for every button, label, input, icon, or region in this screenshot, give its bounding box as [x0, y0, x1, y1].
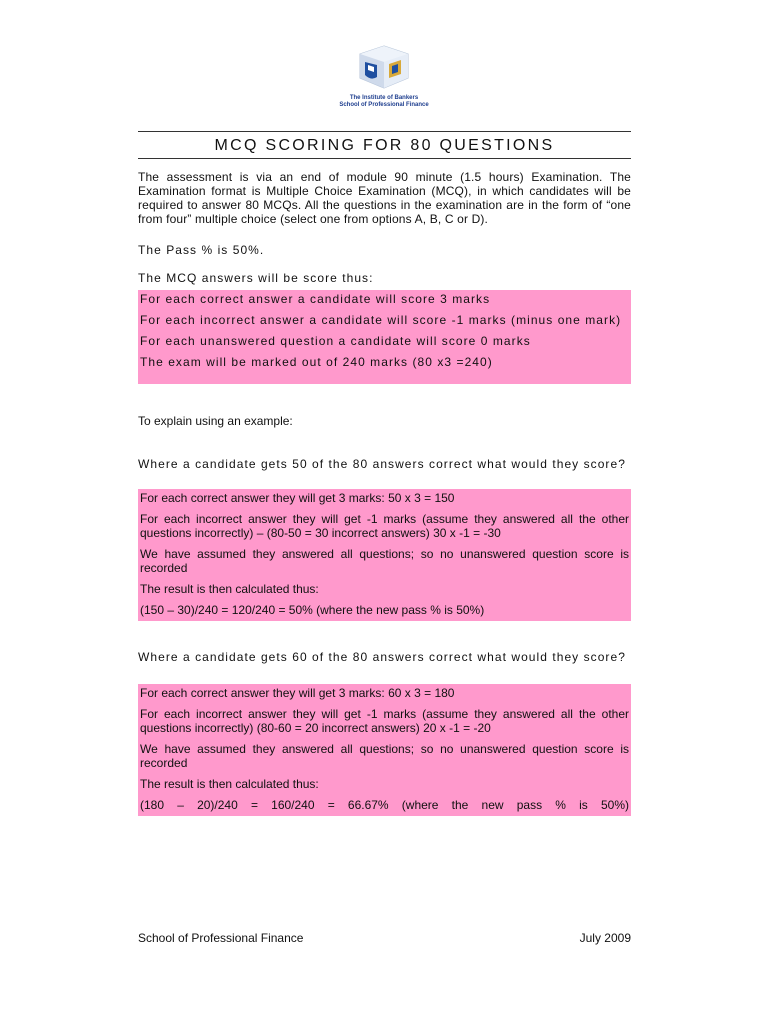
intro-paragraph: The assessment is via an end of module 90 minute (1.5 hours) Examination. The Examination format is Multiple Choice Examination (MCQ), in which candidates will be required to answer 80 MCQs. All the questions in the examination are in the form of “one from four” multiple choice (select one from options A, B, C or D).	[138, 170, 631, 226]
example-line: The result is then calculated thus:	[140, 582, 319, 596]
scoring-rule: The exam will be marked out of 240 marks (80 x3 =240)	[140, 355, 493, 369]
example-2-question: Where a candidate gets 60 of the 80 answers correct what would they score?	[138, 650, 626, 664]
example-line: We have assumed they answered all questions; so no unanswered question score is recorded	[140, 742, 629, 770]
example-line: For each correct answer they will get 3 marks: 50 x 3 = 150	[140, 491, 455, 505]
scoring-rule: For each unanswered question a candidate will score 0 marks	[140, 334, 531, 348]
example-line: For each incorrect answer they will get -1 marks (assume they answered all the other questions incorrectly) – (80-50 = 30 incorrect answers) 30 x -1 = -30	[140, 512, 629, 540]
scoring-rule: For each correct answer a candidate will score 3 marks	[140, 292, 491, 306]
example-line: For each correct answer they will get 3 marks: 60 x 3 = 180	[140, 686, 455, 700]
scoring-rule: For each incorrect answer a candidate will score -1 marks (minus one mark)	[140, 313, 622, 327]
title-block	[138, 131, 631, 159]
bottom-rule	[138, 158, 631, 159]
example-line: The result is then calculated thus:	[140, 777, 319, 791]
logo-line-1: The Institute of Bankers	[349, 95, 419, 101]
scoring-rules-box	[138, 290, 631, 384]
example-line: (180 – 20)/240 = 160/240 = 66.67% (where the new pass % is 50%)	[140, 798, 629, 812]
institute-logo	[0, 44, 768, 109]
logo-line-2: School of Professional Finance	[339, 102, 429, 108]
example-line: (150 – 30)/240 = 120/240 = 50% (where the new pass % is 50%)	[140, 603, 485, 617]
example-line: We have assumed they answered all questions; so no unanswered question score is recorded	[140, 547, 629, 575]
mcq-intro: The MCQ answers will be score thus:	[138, 271, 374, 285]
example-line: For each incorrect answer they will get -1 marks (assume they answered all the other questions incorrectly) (80-60 = 20 incorrect answers) 20 x -1 = -20	[140, 707, 629, 735]
example-1-question: Where a candidate gets 50 of the 80 answers correct what would they score?	[138, 457, 626, 471]
example-intro: To explain using an example:	[138, 414, 293, 428]
example-1-box	[138, 489, 631, 621]
logo-cube-icon	[354, 44, 414, 90]
footer-date: July 2009	[579, 931, 631, 945]
page-footer	[138, 931, 631, 945]
pass-line: The Pass % is 50%.	[138, 243, 265, 257]
page-title: MCQ SCORING FOR 80 QUESTIONS	[214, 137, 555, 154]
example-2-box	[138, 684, 631, 816]
footer-school: School of Professional Finance	[138, 931, 304, 945]
